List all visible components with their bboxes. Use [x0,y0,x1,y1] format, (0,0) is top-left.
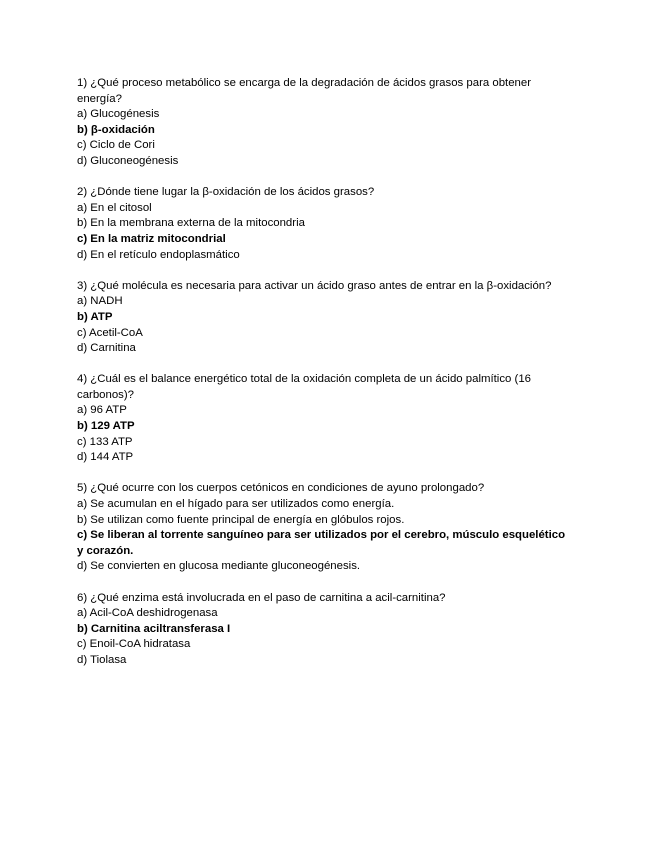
answer-option: c) Ciclo de Cori [77,139,155,152]
answer-option: d) Se convierten en glucosa mediante gluconeogénesis. [77,560,361,573]
answer-option: d) Gluconeogénesis [77,154,179,167]
answer-option-correct: c) En la matriz mitocondrial [77,232,226,245]
answer-option: a) En el citosol [77,201,152,214]
question-text: 2) ¿Dónde tiene lugar la β-oxidación de los ácidos grasos? [77,186,375,199]
answer-option: c) Enoil-CoA hidratasa [77,638,191,651]
answer-option: d) Carnitina [77,342,136,355]
answer-option: b) Se utilizan como fuente principal de energía en glóbulos rojos. [77,513,405,526]
answer-option-correct: b) β-oxidación [77,123,155,136]
answer-option-correct: c) Se liberan al torrente sanguíneo para ser utilizados por el cerebro, músculo esquelético y corazón. [77,529,566,557]
answer-option-correct: b) 129 ATP [77,420,135,433]
answer-option: c) Acetil-CoA [77,326,143,339]
answer-option-correct: b) Carnitina aciltransferasa I [77,622,231,635]
answer-option: d) Tiolasa [77,653,127,666]
question-text: 5) ¿Qué ocurre con los cuerpos cetónicos en condiciones de ayuno prolongado? [77,482,485,495]
question-6 [77,591,567,669]
answer-option: d) En el retículo endoplasmático [77,248,240,261]
question-text: 6) ¿Qué enzima está involucrada en el paso de carnitina a acil-carnitina? [77,591,446,604]
answer-option: c) 133 ATP [77,435,133,448]
answer-option: a) 96 ATP [77,404,127,417]
quiz-content [77,76,567,684]
answer-option: a) Acil-CoA deshidrogenasa [77,607,218,620]
answer-options [77,606,567,668]
question-text: 4) ¿Cuál es el balance energético total de la oxidación completa de un ácido palmítico (16 carbonos)? [77,373,531,401]
answer-option: a) Glucogénesis [77,108,160,121]
answer-option: b) En la membrana externa de la mitocondria [77,217,305,230]
answer-options [77,497,567,575]
answer-option: a) Se acumulan en el hígado para ser utilizados como energía. [77,498,395,511]
question-5 [77,481,567,575]
answer-option: a) NADH [77,295,123,308]
answer-option: d) 144 ATP [77,451,134,464]
answer-options [77,107,567,169]
answer-options [77,403,567,465]
answer-options [77,201,567,263]
question-3 [77,279,567,357]
answer-option-correct: b) ATP [77,310,113,323]
question-4 [77,372,567,466]
question-text: 3) ¿Qué molécula es necesaria para activar un ácido graso antes de entrar en la β-oxidación? [77,279,552,292]
question-text: 1) ¿Qué proceso metabólico se encarga de la degradación de ácidos grasos para obtener energía? [77,77,532,105]
answer-options [77,294,567,356]
question-2 [77,185,567,263]
question-1 [77,76,567,170]
